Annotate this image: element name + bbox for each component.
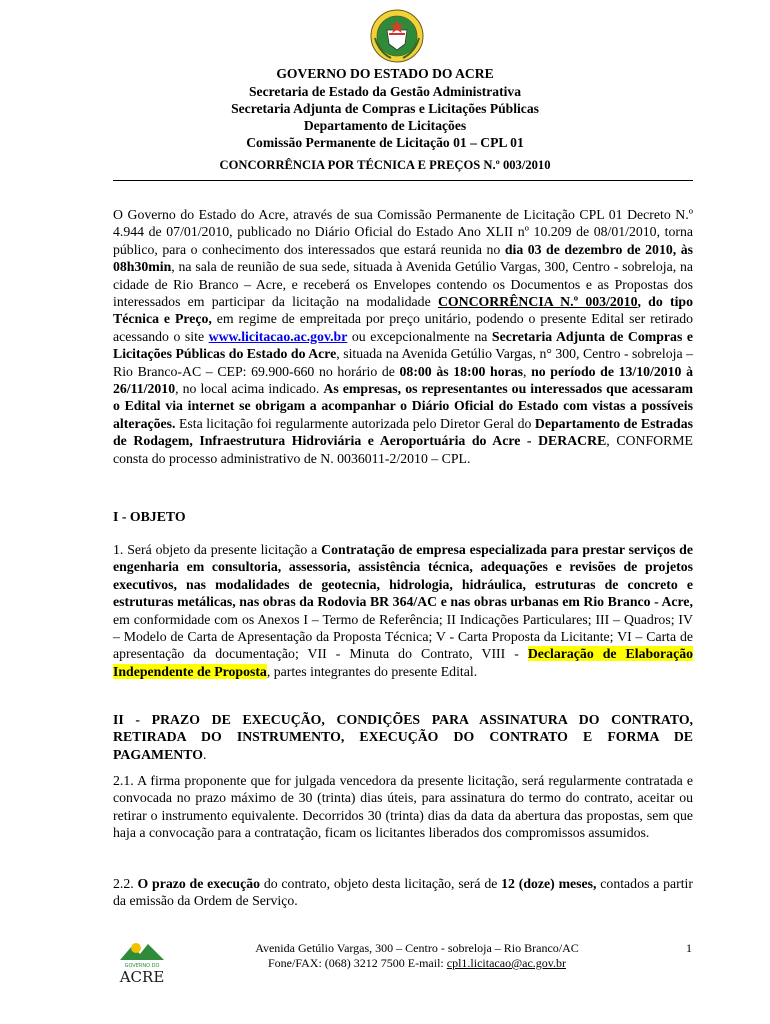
paragraph-2-2: 2.2. O prazo de execução do contrato, objeto desta licitação, será de 12 (doze) meses, contados a partir da emissão da Ordem de Serviço. <box>113 876 693 909</box>
section-heading-objeto: I - OBJETO <box>113 509 186 524</box>
header-secretaria: Secretaria de Estado da Gestão Administrativa <box>249 84 521 99</box>
state-coat-of-arms <box>369 8 425 64</box>
footer-contact: Fone/FAX: (068) 3212 7500 E-mail: cpl1.licitacao@ac.gov.br <box>268 956 566 970</box>
header-divider <box>113 180 693 181</box>
footer-email-link[interactable]: cpl1.licitacao@ac.gov.br <box>446 956 566 970</box>
header-comissao: Comissão Permanente de Licitação 01 – CPL 01 <box>246 135 524 150</box>
header-departamento: Departamento de Licitações <box>303 118 467 133</box>
footer <box>230 941 604 971</box>
page-number: 1 <box>686 941 692 955</box>
intro-paragraph: O Governo do Estado do Acre, através de sua Comissão Permanente de Licitação CPL 01 Decreto N.º 4.944 de 07/01/2010, publicado no Diário Oficial do Estado Ano XLII nº 10.209 de 08/01/2010, torna público, para o conhecimento dos interessados que estará reunida no dia 03 de dezembro de 2010, às 08h30min, na sala de reunião de sua sede, situada à Avenida Getúlio Vargas, 300, Centro - sobreloja, na cidade de Rio Branco – Acre, e receberá os Envelopes contendo os Documentos e as Propostas dos interessados em participar da licitação na modalidade CONCORRÊNCIA N.º 003/2010, do tipo Técnica e Preço, em regime de empreitada por preço unitário, podendo o presente Edital ser retirado acessando o site www.licitacao.ac.gov.br ou excepcionalmente na Secretaria Adjunta de Compras e Licitações Públicas do Estado do Acre, situada na Avenida Getúlio Vargas, n° 300, Centro - sobreloja – Rio Branco-AC – CEP: 69.900-660 no horário de 08:00 às 18:00 horas, no período de 13/10/2010 à 26/11/2010, no local acima indicado. As empresas, os representantes ou interessados que acessaram o Edital via internet se obrigam a acompanhar o Diário Oficial do Estado com vistas a possíveis alterações. Esta licitação foi regularmente autorizada pelo Diretor Geral do Departamento de Estradas de Rodagem, Infraestrutura Hidroviária e Aeroportuária do Acre - DERACRE, CONFORME consta do processo administrativo de N. 0036011-2/2010 – CPL. <box>113 207 693 466</box>
paragraph-2-1: 2.1. A firma proponente que for julgada vencedora da presente licitação, será regularmente contratada e convocada no prazo máximo de 30 (trinta) dias úteis, para assinatura do termo do contrato, aceitar ou retirar o instrumento equivalente. Decorridos 30 (trinta) dias da data da abertura das propostas, sem que haja a convocação para a contratação, ficam os licitantes liberados dos compromissos assumidos. <box>113 773 693 841</box>
svg-text:ACRE: ACRE <box>119 968 165 986</box>
document-title: CONCORRÊNCIA POR TÉCNICA E PREÇOS N.º 003/2010 <box>219 158 551 172</box>
header-government: GOVERNO DO ESTADO DO ACRE <box>276 66 494 81</box>
acre-logo <box>114 938 170 986</box>
objeto-paragraph: 1. Será objeto da presente licitação a Contratação de empresa especializada para prestar serviços de engenharia em consultoria, assessoria, assistência técnica, adequações e revisões de projetos executivos, nas modalidades de geotecnia, hidrologia, hidráulica, estruturas de concreto e estruturas metálicas, nas obras da Rodovia BR 364/AC e nas obras urbanas em Rio Branco - Acre, em conformidade com os Anexos I – Termo de Referência; II Indicações Particulares; III – Quadros; IV – Modelo de Carta de Apresentação da Proposta Técnica; V - Carta Proposta da Licitante; VI – Carta de apresentação da documentação; VII - Minuta do Contrato, VIII - Declaração de Elaboração Independente de Proposta, partes integrantes do presente Edital. <box>113 542 693 679</box>
section-heading-prazo: II - PRAZO DE EXECUÇÃO, CONDIÇÕES PARA ASSINATURA DO CONTRATO, RETIRADA DO INSTRUMENTO, EXECUÇÃO DO CONTRATO E FORMA DE PAGAMENTO. <box>113 712 693 762</box>
svg-text:GOVERNO DO: GOVERNO DO <box>124 963 160 969</box>
site-link[interactable]: www.licitacao.ac.gov.br <box>208 328 348 344</box>
highlighted-text: Declaração de Elaboração Independente de Proposta <box>113 646 693 679</box>
footer-address: Avenida Getúlio Vargas, 300 – Centro - sobreloja – Rio Branco/AC <box>255 941 579 955</box>
header-secretaria-adjunta: Secretaria Adjunta de Compras e Licitações Públicas <box>231 101 539 116</box>
